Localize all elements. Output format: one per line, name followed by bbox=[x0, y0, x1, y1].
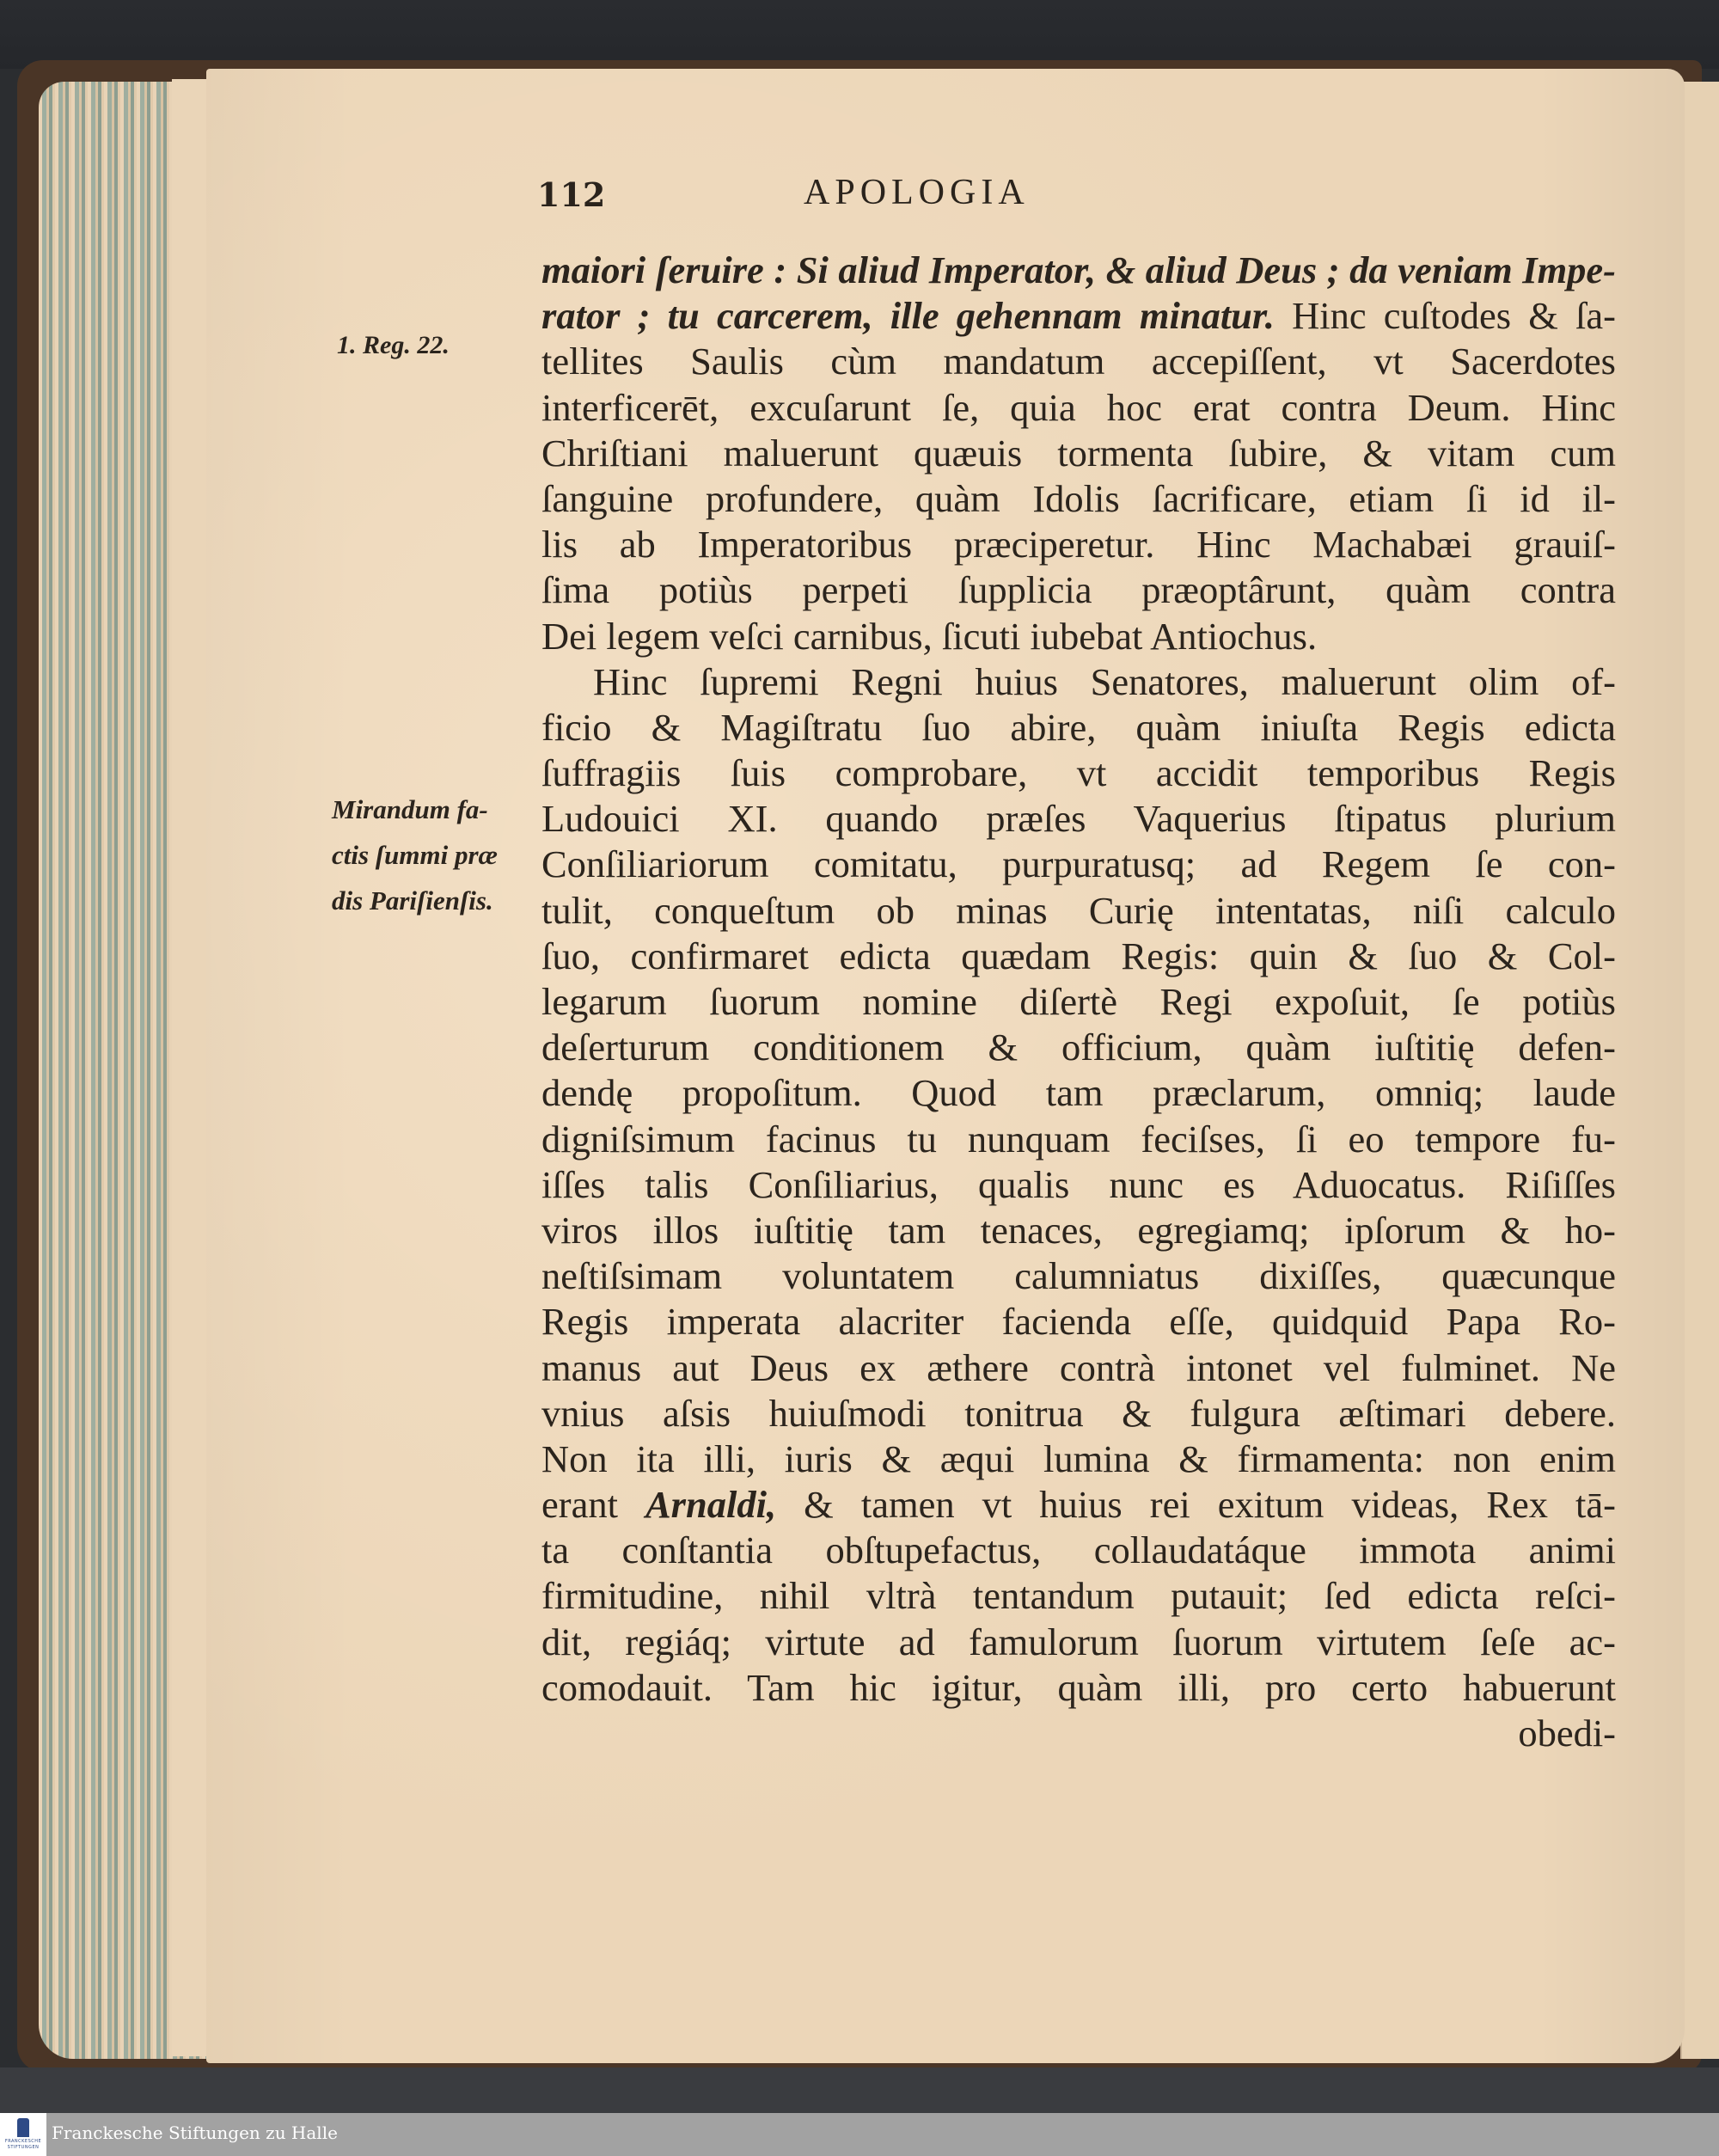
text-line bbox=[541, 293, 1616, 339]
text-line bbox=[541, 1665, 1616, 1711]
text-segment: Chriſtiani maluerunt quæuis tormenta ſubire, & vitam cum bbox=[541, 431, 1616, 475]
text-segment: erant bbox=[541, 1483, 645, 1527]
margin-note-line: dis Pariſienſis. bbox=[332, 885, 493, 916]
text-line bbox=[541, 705, 1616, 750]
text-segment: & tamen vt huius rei exitum videas, Rex tā- bbox=[776, 1483, 1616, 1527]
text-line bbox=[541, 385, 1616, 431]
text-segment: ta conſtantia obſtupefactus, collaudatáque immota animi bbox=[541, 1528, 1616, 1572]
text-segment: ſanguine profundere, quàm Idolis ſacrificare, etiam ſi id il- bbox=[541, 476, 1616, 520]
text-segment: Ludouici XI. quando præſes Vaquerius ſtipatus plurium bbox=[541, 797, 1616, 841]
text-line bbox=[541, 1620, 1616, 1665]
text-segment: Regis imperata alacriter facienda eſſe, quidquid Papa Ro- bbox=[541, 1300, 1616, 1344]
text-line bbox=[541, 567, 1616, 613]
text-line bbox=[541, 476, 1616, 522]
logo-figure-icon bbox=[17, 2118, 29, 2137]
text-segment: Hinc cuſtodes & ſa- bbox=[1274, 294, 1616, 338]
text-segment: viros illos iuſtitię tam tenaces, egregiamq; ipſorum & ho- bbox=[541, 1208, 1616, 1252]
text-line bbox=[541, 1162, 1616, 1208]
text-line bbox=[541, 750, 1616, 796]
logo-text-line: STIFTUNGEN bbox=[7, 2145, 40, 2150]
text-line bbox=[541, 248, 1616, 293]
text-line bbox=[541, 522, 1616, 567]
text-segment: ſuo, confirmaret edicta quædam Regis: quin & ſuo & Col- bbox=[541, 934, 1616, 977]
italic-segment: rator ; tu carcerem, ille gehennam minatur. bbox=[541, 294, 1275, 338]
text-line bbox=[541, 1208, 1616, 1253]
text-segment: iſſes talis Conſiliarius, qualis nunc es Aduocatus. Riſiſſes bbox=[541, 1162, 1616, 1206]
text-segment: Dei legem veſci carnibus, ſicuti iubebat Antiochus. bbox=[541, 614, 1318, 658]
text-segment: vnius aſsis huiuſmodi tonitrua & fulgura æſtimari debere. bbox=[541, 1391, 1616, 1435]
running-title: APOLOGIA bbox=[804, 173, 1030, 212]
text-line bbox=[541, 1482, 1616, 1528]
text-segment: Conſiliariorum comitatu, purpuratusq; ad Regem ſe con- bbox=[541, 842, 1616, 886]
text-line bbox=[541, 979, 1616, 1025]
scan-backdrop-top bbox=[0, 0, 1719, 69]
italic-segment: Arnaldi, bbox=[645, 1483, 777, 1527]
text-line bbox=[541, 934, 1616, 979]
text-segment: neſtiſsimam voluntatem calumniatus dixiſſes, quæcunque bbox=[541, 1254, 1616, 1298]
margin-note-gloss bbox=[332, 787, 498, 923]
text-segment: comodauit. Tam hic igitur, quàm illi, pro certo habuerunt bbox=[541, 1665, 1616, 1709]
text-segment: dit, regiáq; virtute ad famulorum ſuorum virtutem ſeſe ac- bbox=[541, 1620, 1616, 1663]
text-segment: dendę propoſitum. Quod tam præclarum, omniq; laude bbox=[541, 1071, 1616, 1115]
italic-segment: maiori ſeruire : Si aliud Imperator, & aliud Deus ; da veniam Impe- bbox=[541, 248, 1616, 291]
text-segment: firmitudine, nihil vltrà tentandum putauit; ſed edicta reſci- bbox=[541, 1574, 1616, 1618]
text-line bbox=[541, 1070, 1616, 1116]
text-line bbox=[541, 431, 1616, 476]
page-number: 112 bbox=[537, 175, 606, 214]
text-segment: ſuffragiis ſuis comprobare, vt accidit temporibus Regis bbox=[541, 751, 1616, 795]
text-line bbox=[541, 1253, 1616, 1299]
institution-name: Franckesche Stiftungen zu Halle bbox=[52, 2122, 338, 2143]
text-segment: legarum ſuorum nomine diſertè Regi expoſuit, ſe potiùs bbox=[541, 980, 1616, 1023]
text-segment: ficio & Magiſtratu ſuo abire, quàm iniuſta Regis edicta bbox=[541, 705, 1616, 749]
text-line bbox=[541, 339, 1616, 384]
text-segment: tellites Saulis cùm mandatum accepiſſent, vt Sacerdotes bbox=[541, 340, 1616, 383]
text-line bbox=[541, 1391, 1616, 1436]
institution-logo bbox=[0, 2113, 46, 2156]
text-segment: deſerturum conditionem & officium, quàm iuſtitię defen- bbox=[541, 1026, 1616, 1069]
text-segment: manus aut Deus ex æthere contrà intonet vel fulminet. Ne bbox=[541, 1345, 1616, 1389]
text-segment: digniſsimum facinus tu nunquam feciſses, ſi eo tempore fu- bbox=[541, 1117, 1616, 1161]
text-line bbox=[541, 1025, 1616, 1070]
text-line bbox=[541, 659, 1616, 705]
text-line bbox=[541, 1299, 1616, 1344]
text-segment: lis ab Imperatoribus præciperetur. Hinc Machabæi grauiſ- bbox=[541, 523, 1616, 567]
text-segment: Hinc ſupremi Regni huius Senatores, maluerunt olim of- bbox=[593, 659, 1616, 703]
text-line bbox=[541, 614, 1616, 659]
text-line bbox=[541, 1117, 1616, 1162]
margin-note-line: Mirandum fa- bbox=[332, 794, 488, 824]
logo-text bbox=[2, 2139, 45, 2151]
text-segment: tulit, conqueſtum ob minas Curię intentatas, niſi calculo bbox=[541, 888, 1616, 932]
text-line bbox=[541, 1528, 1616, 1573]
margin-note-line: ctis ſummi præ bbox=[332, 840, 498, 870]
text-line bbox=[541, 842, 1616, 887]
facing-page-edge bbox=[1680, 82, 1719, 2059]
text-segment: ſima potiùs perpeti ſupplicia præoptârunt, quàm contra bbox=[541, 568, 1616, 612]
text-line bbox=[541, 796, 1616, 842]
running-head bbox=[537, 172, 1620, 232]
catchword: obedi- bbox=[1518, 1712, 1616, 1755]
text-line bbox=[541, 1436, 1616, 1482]
text-line bbox=[541, 888, 1616, 934]
footer-bar bbox=[0, 2113, 1719, 2156]
text-segment: Non ita illi, iuris & æqui lumina & firmamenta: non enim bbox=[541, 1436, 1616, 1480]
text-segment: interficerēt, excuſarunt ſe, quia hoc erat contra Deum. Hinc bbox=[541, 385, 1616, 429]
text-line bbox=[541, 1345, 1616, 1391]
logo-text-line: FRANCKESCHE bbox=[4, 2139, 42, 2144]
margin-note-reference: 1. Reg. 22. bbox=[337, 331, 450, 359]
text-line bbox=[541, 1573, 1616, 1619]
body-text bbox=[541, 248, 1616, 1756]
scan-backdrop-bottom bbox=[0, 2067, 1719, 2115]
